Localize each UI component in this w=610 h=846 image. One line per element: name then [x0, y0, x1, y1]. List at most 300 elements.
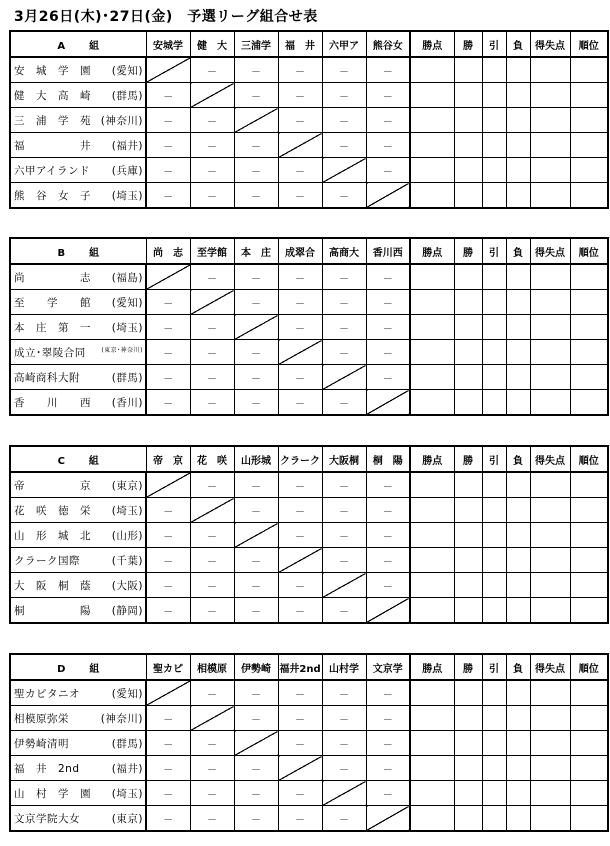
match-cell: －: [234, 264, 278, 290]
stat-cell: [482, 756, 506, 781]
opponent-header: 桐 陽: [366, 446, 410, 472]
match-cell: －: [278, 83, 322, 108]
match-cell: －: [366, 57, 410, 83]
match-cell: －: [366, 472, 410, 498]
group-kumi: 組: [89, 247, 100, 259]
stat-cell: [506, 680, 530, 706]
team-name: 成立･翠陵合同: [14, 346, 86, 359]
match-cell: －: [322, 598, 366, 624]
opponent-header: 至学館: [190, 238, 234, 264]
match-cell: －: [366, 731, 410, 756]
team-prefecture: (千葉): [111, 554, 143, 567]
stat-cell: [410, 756, 454, 781]
opponent-header: 香川西: [366, 238, 410, 264]
match-cell: －: [234, 83, 278, 108]
team-cell: [10, 806, 146, 832]
diagonal-cell: [234, 523, 278, 548]
team-cell: [10, 573, 146, 598]
team-cell: [10, 108, 146, 133]
opponent-header: 高商大: [322, 238, 366, 264]
stat-cell: [530, 706, 570, 731]
opponent-header: 聖カピ: [146, 654, 190, 680]
stat-cell: [482, 264, 506, 290]
team-cell: [10, 315, 146, 340]
team-prefecture: (群馬): [111, 737, 143, 750]
stat-cell: [454, 498, 482, 523]
opponent-header: 三浦学: [234, 31, 278, 57]
team-row: [10, 680, 608, 706]
stat-cell: [454, 680, 482, 706]
stat-cell: [482, 108, 506, 133]
match-cell: －: [322, 498, 366, 523]
match-cell: －: [278, 264, 322, 290]
stat-cell: [454, 548, 482, 573]
team-prefecture: (東京･神奈川): [101, 346, 143, 354]
stat-cell: [454, 731, 482, 756]
team-row: [10, 731, 608, 756]
match-cell: －: [278, 680, 322, 706]
stat-cell: [506, 133, 530, 158]
team-cell: [10, 756, 146, 781]
stat-header: 勝: [454, 238, 482, 264]
stat-header: 引: [482, 446, 506, 472]
match-cell: －: [234, 183, 278, 209]
stat-cell: [410, 57, 454, 83]
opponent-header: 本 庄: [234, 238, 278, 264]
opponent-header: 帝 京: [146, 446, 190, 472]
team-name: 六甲アイランド: [14, 164, 91, 177]
page-title: 3月26日(木)･27日(金) 予選リーグ組合せ表: [14, 9, 318, 25]
opponent-header: 尚 志: [146, 238, 190, 264]
team-name: 伊勢崎清明: [14, 737, 69, 750]
match-cell: －: [234, 706, 278, 731]
stat-header: 勝点: [410, 654, 454, 680]
team-row: [10, 108, 608, 133]
match-cell: －: [322, 731, 366, 756]
stat-cell: [570, 365, 608, 390]
match-cell: －: [234, 806, 278, 832]
stat-cell: [454, 781, 482, 806]
match-cell: －: [146, 573, 190, 598]
match-cell: －: [190, 133, 234, 158]
team-name: 桐 陽: [14, 604, 91, 617]
team-cell: [10, 472, 146, 498]
stat-header: 負: [506, 31, 530, 57]
stat-cell: [410, 706, 454, 731]
stat-cell: [410, 573, 454, 598]
stat-cell: [410, 548, 454, 573]
match-cell: －: [234, 598, 278, 624]
match-cell: －: [366, 264, 410, 290]
stat-cell: [530, 390, 570, 416]
team-row: [10, 57, 608, 83]
stat-cell: [410, 806, 454, 832]
match-cell: －: [190, 315, 234, 340]
team-cell: [10, 83, 146, 108]
match-cell: －: [322, 680, 366, 706]
stat-cell: [482, 390, 506, 416]
opponent-header: 福 井: [278, 31, 322, 57]
group-header-row: [10, 31, 608, 57]
match-cell: －: [146, 498, 190, 523]
match-cell: －: [190, 573, 234, 598]
opponent-header: 伊勢崎: [234, 654, 278, 680]
match-cell: －: [278, 290, 322, 315]
group-name: [10, 446, 146, 472]
match-cell: －: [146, 731, 190, 756]
match-cell: －: [366, 315, 410, 340]
team-prefecture: (群馬): [111, 371, 143, 384]
match-cell: －: [146, 340, 190, 365]
team-row: [10, 598, 608, 624]
match-cell: －: [322, 108, 366, 133]
match-cell: －: [146, 598, 190, 624]
team-name: 山 村 学 園: [14, 787, 91, 800]
stat-header: 負: [506, 654, 530, 680]
team-cell: [10, 680, 146, 706]
match-cell: －: [278, 731, 322, 756]
stat-cell: [570, 523, 608, 548]
match-cell: －: [234, 133, 278, 158]
stat-cell: [570, 573, 608, 598]
team-name: 健 大 高 崎: [14, 89, 91, 102]
stat-cell: [454, 472, 482, 498]
stat-cell: [410, 183, 454, 209]
stat-cell: [530, 548, 570, 573]
stat-cell: [506, 183, 530, 209]
stat-cell: [506, 548, 530, 573]
stat-cell: [482, 731, 506, 756]
match-cell: －: [322, 706, 366, 731]
stat-header: 引: [482, 238, 506, 264]
match-cell: －: [322, 340, 366, 365]
stat-cell: [530, 472, 570, 498]
group-kumi: 組: [88, 455, 99, 467]
stat-cell: [506, 731, 530, 756]
stat-cell: [506, 365, 530, 390]
team-name: 三 浦 学 苑: [14, 114, 91, 127]
team-cell: [10, 264, 146, 290]
stat-cell: [506, 290, 530, 315]
team-name: 熊 谷 女 子: [14, 189, 91, 202]
group-table-a: [9, 30, 609, 209]
match-cell: －: [146, 290, 190, 315]
group-header-row: [10, 654, 608, 680]
opponent-header: 大阪桐: [322, 446, 366, 472]
match-cell: －: [190, 57, 234, 83]
stat-header: 勝点: [410, 31, 454, 57]
team-cell: [10, 57, 146, 83]
team-name: 大 阪 桐 蔭: [14, 579, 91, 592]
stat-cell: [454, 83, 482, 108]
stat-cell: [570, 108, 608, 133]
match-cell: －: [190, 598, 234, 624]
diagonal-cell: [278, 133, 322, 158]
team-prefecture: (福島): [111, 271, 143, 284]
match-cell: －: [322, 806, 366, 832]
stat-cell: [570, 731, 608, 756]
stat-header: 勝点: [410, 238, 454, 264]
stat-cell: [570, 680, 608, 706]
stat-cell: [530, 756, 570, 781]
match-cell: －: [278, 498, 322, 523]
stat-cell: [530, 781, 570, 806]
match-cell: －: [234, 498, 278, 523]
diagonal-cell: [234, 731, 278, 756]
stat-cell: [482, 83, 506, 108]
match-cell: －: [278, 183, 322, 209]
match-cell: －: [322, 183, 366, 209]
group-kumi: 組: [89, 40, 100, 52]
team-name: 文京学院大女: [14, 812, 80, 825]
team-cell: [10, 158, 146, 183]
team-name: 花 咲 徳 栄: [14, 504, 91, 517]
stat-header: 順位: [570, 238, 608, 264]
diagonal-cell: [322, 573, 366, 598]
team-name: 尚 志: [14, 271, 91, 284]
stat-cell: [482, 706, 506, 731]
stat-cell: [482, 523, 506, 548]
team-prefecture: (香川): [111, 396, 143, 409]
team-cell: [10, 183, 146, 209]
stat-cell: [410, 472, 454, 498]
stat-header: 勝: [454, 446, 482, 472]
team-cell: [10, 548, 146, 573]
match-cell: －: [234, 680, 278, 706]
team-prefecture: (埼玉): [111, 504, 143, 517]
team-prefecture: (群馬): [111, 89, 143, 102]
stat-cell: [410, 158, 454, 183]
match-cell: －: [278, 365, 322, 390]
stat-cell: [410, 290, 454, 315]
match-cell: －: [322, 523, 366, 548]
stat-cell: [506, 315, 530, 340]
match-cell: －: [190, 365, 234, 390]
stat-cell: [454, 806, 482, 832]
stat-cell: [570, 315, 608, 340]
stat-cell: [506, 598, 530, 624]
stat-cell: [410, 365, 454, 390]
stat-cell: [570, 183, 608, 209]
opponent-header: 文京学: [366, 654, 410, 680]
stat-cell: [506, 573, 530, 598]
match-cell: －: [366, 781, 410, 806]
stat-header: 勝: [454, 654, 482, 680]
diagonal-cell: [190, 290, 234, 315]
opponent-header: クラーク: [278, 446, 322, 472]
stat-cell: [570, 390, 608, 416]
group-letter: D: [57, 663, 66, 675]
team-row: [10, 781, 608, 806]
group-letter: A: [57, 40, 66, 52]
group-kumi: 組: [89, 663, 100, 675]
stat-cell: [570, 548, 608, 573]
stat-header: 負: [506, 238, 530, 264]
match-cell: －: [322, 756, 366, 781]
match-cell: －: [190, 781, 234, 806]
stat-cell: [410, 498, 454, 523]
stat-cell: [454, 365, 482, 390]
opponent-header: 山村学: [322, 654, 366, 680]
stat-cell: [482, 548, 506, 573]
match-cell: －: [278, 390, 322, 416]
diagonal-cell: [146, 472, 190, 498]
stat-header: 引: [482, 31, 506, 57]
team-row: [10, 290, 608, 315]
diagonal-cell: [366, 183, 410, 209]
match-cell: －: [190, 108, 234, 133]
stat-cell: [454, 315, 482, 340]
match-cell: －: [322, 548, 366, 573]
team-prefecture: (山形): [111, 529, 143, 542]
stat-cell: [570, 472, 608, 498]
team-row: [10, 706, 608, 731]
stat-cell: [570, 781, 608, 806]
opponent-header: 成翠合: [278, 238, 322, 264]
team-prefecture: (福井): [111, 139, 143, 152]
stat-cell: [482, 498, 506, 523]
stat-cell: [570, 806, 608, 832]
diagonal-cell: [322, 158, 366, 183]
stat-cell: [410, 108, 454, 133]
stat-cell: [454, 57, 482, 83]
stat-cell: [506, 340, 530, 365]
stat-cell: [410, 264, 454, 290]
stat-cell: [530, 133, 570, 158]
team-cell: [10, 781, 146, 806]
team-row: [10, 806, 608, 832]
team-prefecture: (埼玉): [111, 787, 143, 800]
match-cell: －: [366, 83, 410, 108]
stat-cell: [410, 340, 454, 365]
match-cell: －: [366, 756, 410, 781]
stat-cell: [530, 158, 570, 183]
stat-cell: [506, 498, 530, 523]
team-name: 山 形 城 北: [14, 529, 91, 542]
match-cell: －: [234, 548, 278, 573]
match-cell: －: [234, 57, 278, 83]
team-prefecture: (兵庫): [111, 164, 143, 177]
diagonal-cell: [146, 57, 190, 83]
match-cell: －: [190, 806, 234, 832]
diagonal-cell: [278, 340, 322, 365]
opponent-header: 花 咲: [190, 446, 234, 472]
diagonal-cell: [190, 83, 234, 108]
match-cell: －: [278, 108, 322, 133]
stat-cell: [506, 264, 530, 290]
stat-cell: [482, 806, 506, 832]
stat-cell: [482, 290, 506, 315]
diagonal-cell: [322, 365, 366, 390]
team-prefecture: (神奈川): [100, 712, 143, 725]
stat-cell: [530, 264, 570, 290]
match-cell: －: [146, 756, 190, 781]
match-cell: －: [322, 472, 366, 498]
team-cell: [10, 133, 146, 158]
stat-cell: [530, 108, 570, 133]
match-cell: －: [366, 573, 410, 598]
match-cell: －: [190, 756, 234, 781]
stat-cell: [570, 340, 608, 365]
diagonal-cell: [278, 756, 322, 781]
stat-cell: [570, 756, 608, 781]
match-cell: －: [190, 264, 234, 290]
stat-cell: [530, 523, 570, 548]
stat-header: 負: [506, 446, 530, 472]
match-cell: －: [278, 598, 322, 624]
group-header-row: [10, 238, 608, 264]
stat-cell: [482, 781, 506, 806]
stat-cell: [454, 598, 482, 624]
stat-cell: [530, 365, 570, 390]
stat-cell: [454, 523, 482, 548]
match-cell: －: [278, 57, 322, 83]
team-name: 帝 京: [14, 479, 91, 492]
team-row: [10, 340, 608, 365]
match-cell: －: [146, 108, 190, 133]
team-row: [10, 183, 608, 209]
match-cell: －: [322, 290, 366, 315]
stat-cell: [454, 183, 482, 209]
stat-cell: [410, 598, 454, 624]
group-table-c: [9, 445, 609, 624]
team-prefecture: (埼玉): [111, 189, 143, 202]
group-name: [10, 31, 146, 57]
team-row: [10, 315, 608, 340]
team-cell: [10, 731, 146, 756]
stat-cell: [410, 731, 454, 756]
match-cell: －: [322, 390, 366, 416]
match-cell: －: [278, 523, 322, 548]
stat-header: 引: [482, 654, 506, 680]
team-prefecture: (埼玉): [111, 321, 143, 334]
stat-cell: [410, 781, 454, 806]
stat-cell: [530, 498, 570, 523]
diagonal-cell: [146, 680, 190, 706]
team-cell: [10, 340, 146, 365]
match-cell: －: [366, 680, 410, 706]
team-prefecture: (東京): [111, 812, 143, 825]
match-cell: －: [146, 548, 190, 573]
stat-cell: [454, 340, 482, 365]
stat-cell: [570, 598, 608, 624]
match-cell: －: [146, 315, 190, 340]
match-cell: －: [146, 390, 190, 416]
match-cell: －: [190, 472, 234, 498]
group-name: [10, 238, 146, 264]
stat-header: 勝: [454, 31, 482, 57]
match-cell: －: [146, 158, 190, 183]
match-cell: －: [366, 158, 410, 183]
stat-cell: [506, 158, 530, 183]
stat-cell: [454, 290, 482, 315]
team-prefecture: (愛知): [111, 296, 143, 309]
team-prefecture: (福井): [111, 762, 143, 775]
team-row: [10, 264, 608, 290]
stat-header: 得失点: [530, 31, 570, 57]
team-prefecture: (東京): [111, 479, 143, 492]
match-cell: －: [146, 523, 190, 548]
team-row: [10, 133, 608, 158]
group-table-b: [9, 237, 609, 416]
diagonal-cell: [146, 264, 190, 290]
stat-cell: [454, 390, 482, 416]
stat-cell: [506, 108, 530, 133]
group-letter: C: [57, 455, 65, 467]
match-cell: －: [234, 390, 278, 416]
match-cell: －: [190, 548, 234, 573]
stat-cell: [506, 83, 530, 108]
